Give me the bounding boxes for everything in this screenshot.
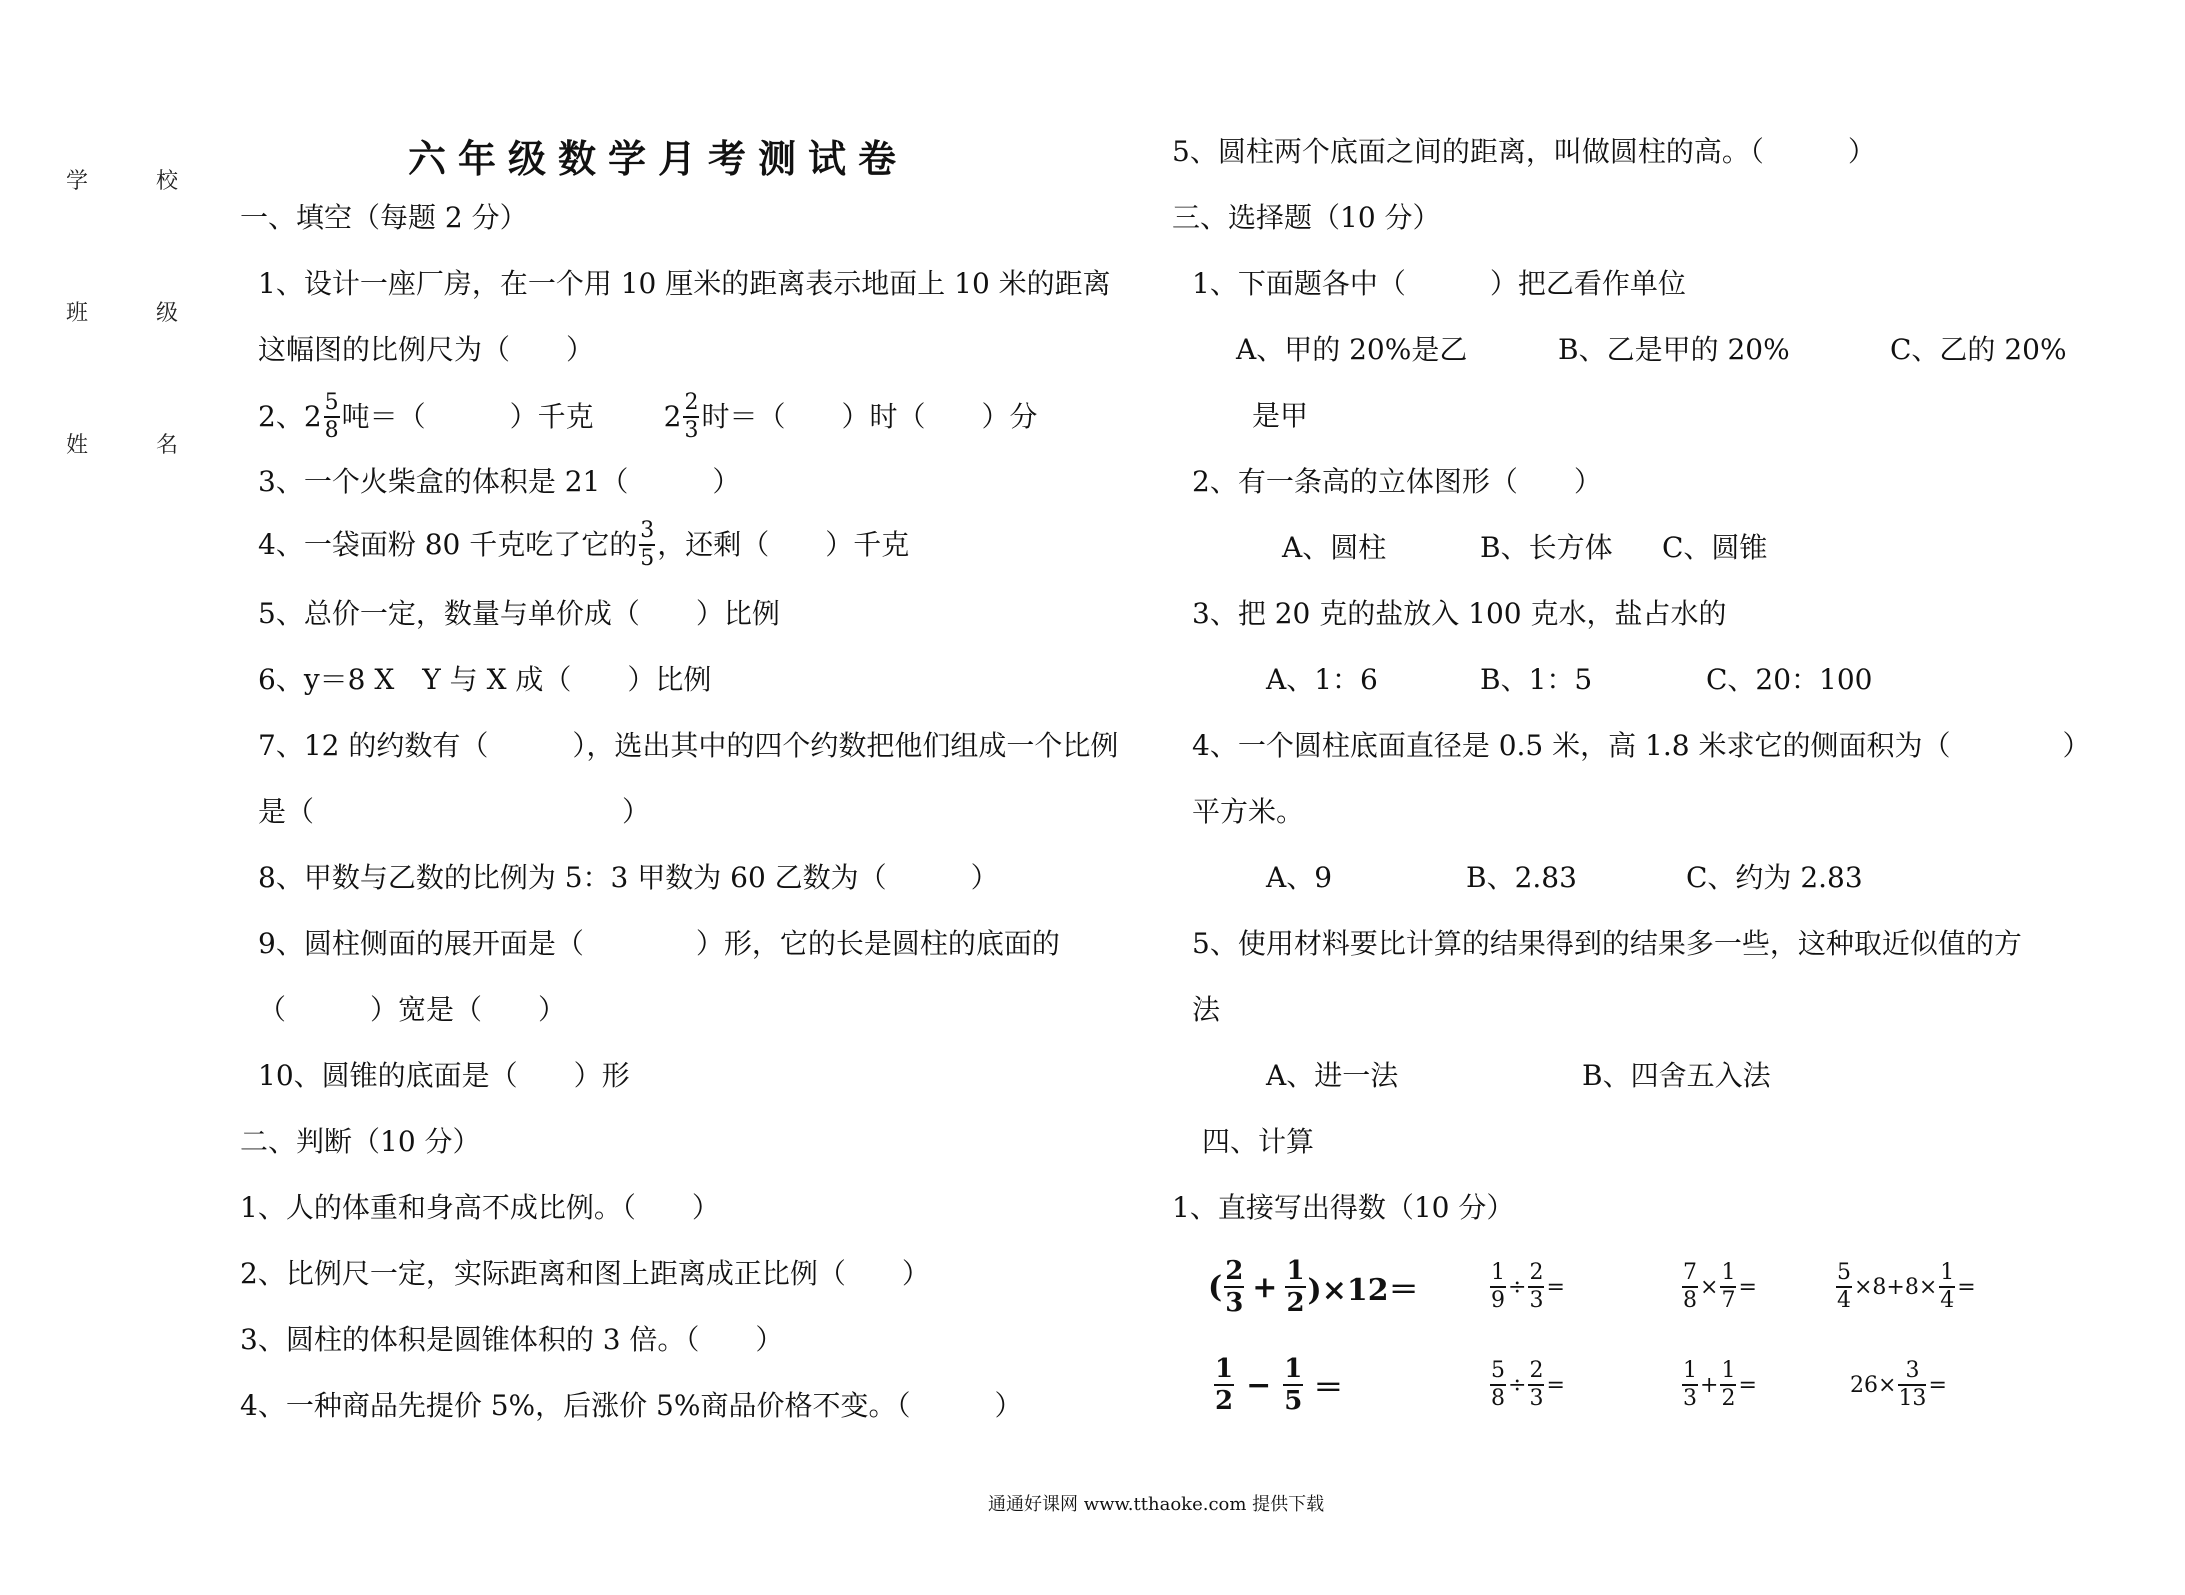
expr4-middle: ×8+8× bbox=[1854, 1274, 1938, 1300]
expr1-plus: + bbox=[1252, 1269, 1278, 1305]
expr2-a-numerator: 1 bbox=[1490, 1262, 1506, 1288]
expr2-b-denominator: 3 bbox=[1529, 1288, 1544, 1313]
expr7-a-denominator: 3 bbox=[1683, 1386, 1697, 1411]
expression-7 bbox=[1680, 1360, 1757, 1410]
expr6-b-denominator: 3 bbox=[1529, 1386, 1544, 1411]
q2-fraction-1 bbox=[324, 392, 340, 442]
question-4 bbox=[258, 520, 909, 570]
section-calculation: 四、计算 bbox=[1202, 1125, 1315, 1158]
q4-part-1: 4、一袋面粉 80 千克吃了它的 bbox=[258, 528, 638, 561]
expr8-prefix: 26× bbox=[1850, 1372, 1897, 1398]
q2-fraction-2-denominator: 3 bbox=[684, 418, 699, 443]
expr5-a-numerator: 1 bbox=[1215, 1354, 1234, 1384]
choice-3-option-c: C、20：100 bbox=[1706, 663, 1873, 696]
expression-3 bbox=[1680, 1262, 1757, 1312]
choice-4-line-2: 平方米。 bbox=[1192, 795, 1305, 828]
expr3-fraction-a bbox=[1682, 1262, 1698, 1312]
expr2-fraction-b bbox=[1528, 1262, 1544, 1312]
expression-4 bbox=[1834, 1262, 1976, 1312]
expr3-a-numerator: 7 bbox=[1682, 1262, 1698, 1288]
expr3-equals: = bbox=[1738, 1274, 1757, 1300]
sidebar-school-b: 校 bbox=[156, 169, 179, 194]
question-6: 6、y＝8 X Y 与 X 成（ ）比例 bbox=[258, 663, 712, 696]
choice-1-option-c-cont: 是甲 bbox=[1252, 399, 1309, 432]
expr5-fraction-b bbox=[1283, 1356, 1303, 1414]
expr2-equals: = bbox=[1546, 1274, 1565, 1300]
expr4-fraction-b bbox=[1939, 1262, 1955, 1312]
judgement-5: 5、圆柱两个底面之间的距离，叫做圆柱的高。（ ） bbox=[1172, 135, 1876, 168]
expr7-b-denominator: 2 bbox=[1721, 1386, 1736, 1411]
question-7-line-1: 7、12 的约数有（ ），选出其中的四个约数把他们组成一个比例 bbox=[258, 729, 1119, 762]
calculation-title: 1、直接写出得数（10 分） bbox=[1172, 1191, 1515, 1224]
expr2-fraction-a bbox=[1490, 1262, 1506, 1312]
q2-fraction-1-numerator: 5 bbox=[324, 392, 340, 418]
expr3-operator: × bbox=[1700, 1274, 1719, 1300]
choice-1: 1、下面题各中（ ）把乙看作单位 bbox=[1192, 267, 1686, 300]
expr6-fraction-a bbox=[1490, 1360, 1506, 1410]
judgement-2: 2、比例尺一定，实际距离和图上距离成正比例（ ） bbox=[240, 1257, 930, 1290]
expr6-equals: = bbox=[1546, 1372, 1565, 1398]
choice-3: 3、把 20 克的盐放入 100 克水，盐占水的 bbox=[1192, 597, 1727, 630]
choice-1-option-a: A、甲的 20%是乙 bbox=[1236, 333, 1468, 366]
question-9-line-2: （ ）宽是（ ） bbox=[258, 993, 567, 1026]
choice-2-option-c: C、圆锥 bbox=[1662, 531, 1768, 564]
choice-2-option-b: B、长方体 bbox=[1480, 531, 1613, 564]
expr1-b-denominator: 2 bbox=[1286, 1288, 1305, 1318]
question-10: 10、圆锥的底面是（ ）形 bbox=[258, 1059, 630, 1092]
sidebar-name-a: 姓 bbox=[66, 433, 89, 458]
expr8-numerator: 3 bbox=[1898, 1360, 1926, 1386]
question-9-line-1: 9、圆柱侧面的展开面是（ ）形，它的长是圆柱的底面的 bbox=[258, 927, 1060, 960]
expr3-b-numerator: 1 bbox=[1720, 1262, 1736, 1288]
expr3-b-denominator: 7 bbox=[1721, 1288, 1736, 1313]
sidebar-name-b: 名 bbox=[156, 433, 179, 458]
page-title: 六年级数学月考测试卷 bbox=[408, 136, 909, 181]
expr6-fraction-b bbox=[1528, 1360, 1544, 1410]
q4-part-2: ，还剩（ ）千克 bbox=[657, 528, 910, 561]
sidebar-class-b: 级 bbox=[156, 301, 179, 326]
expression-5 bbox=[1212, 1356, 1343, 1414]
expr8-denominator: 13 bbox=[1898, 1386, 1927, 1411]
sidebar-class-a: 班 bbox=[66, 301, 89, 326]
choice-5-option-a: A、进一法 bbox=[1266, 1059, 1399, 1092]
judgement-4: 4、一种商品先提价 5%，后涨价 5%商品价格不变。（ ） bbox=[240, 1389, 1023, 1422]
question-5: 5、总价一定，数量与单价成（ ）比例 bbox=[258, 597, 780, 630]
expr7-b-numerator: 1 bbox=[1720, 1360, 1736, 1386]
expr2-b-numerator: 2 bbox=[1528, 1262, 1544, 1288]
choice-5-line-2: 法 bbox=[1192, 993, 1221, 1026]
choice-4-option-c: C、约为 2.83 bbox=[1686, 861, 1863, 894]
expr1-fraction-a bbox=[1224, 1258, 1244, 1316]
expr4-a-numerator: 5 bbox=[1836, 1262, 1852, 1288]
choice-3-option-b: B、1：5 bbox=[1480, 663, 1593, 696]
expr6-a-numerator: 5 bbox=[1490, 1360, 1506, 1386]
question-3: 3、一个火柴盒的体积是 21（ ） bbox=[258, 465, 741, 498]
page-footer: 通通好课网 www.tthaoke.com 提供下载 bbox=[988, 1494, 1325, 1515]
choice-3-option-a: A、1：6 bbox=[1266, 663, 1378, 696]
q4-fraction-numerator: 3 bbox=[639, 520, 655, 546]
expr2-a-denominator: 9 bbox=[1491, 1288, 1505, 1313]
choice-4-option-b: B、2.83 bbox=[1466, 861, 1577, 894]
q2-part-3: 2 bbox=[663, 400, 682, 433]
expr6-operator: ÷ bbox=[1508, 1372, 1527, 1398]
judgement-1: 1、人的体重和身高不成比例。（ ） bbox=[240, 1191, 720, 1224]
expr4-a-denominator: 4 bbox=[1837, 1288, 1851, 1313]
q2-fraction-2 bbox=[683, 392, 699, 442]
question-2 bbox=[258, 392, 1038, 442]
q4-fraction bbox=[639, 520, 655, 570]
expression-1 bbox=[1208, 1258, 1419, 1316]
expr3-a-denominator: 8 bbox=[1683, 1288, 1697, 1313]
section-choice: 三、选择题（10 分） bbox=[1172, 201, 1441, 234]
section-judgement: 二、判断（10 分） bbox=[240, 1125, 481, 1158]
expr3-fraction-b bbox=[1720, 1262, 1736, 1312]
q2-fraction-1-denominator: 8 bbox=[324, 418, 339, 443]
question-7-line-2: 是（ ） bbox=[258, 795, 651, 828]
judgement-3: 3、圆柱的体积是圆锥体积的 3 倍。（ ） bbox=[240, 1323, 784, 1356]
expr1-fraction-b bbox=[1285, 1258, 1305, 1316]
q2-part-1: 2、2 bbox=[258, 400, 322, 433]
choice-2-option-a: A、圆柱 bbox=[1282, 531, 1387, 564]
expression-2 bbox=[1488, 1262, 1565, 1312]
expr8-equals: = bbox=[1928, 1372, 1947, 1398]
expression-8 bbox=[1850, 1360, 1947, 1410]
expr5-a-denominator: 2 bbox=[1215, 1386, 1234, 1416]
q2-fraction-2-numerator: 2 bbox=[683, 392, 699, 418]
expr1-a-numerator: 2 bbox=[1225, 1256, 1244, 1286]
expr4-equals: = bbox=[1957, 1274, 1976, 1300]
choice-4-option-a: A、9 bbox=[1266, 861, 1333, 894]
expr7-a-numerator: 1 bbox=[1682, 1360, 1698, 1386]
choice-1-option-b: B、乙是甲的 20% bbox=[1558, 333, 1790, 366]
expr1-tail: )×12＝ bbox=[1307, 1273, 1419, 1308]
expr6-a-denominator: 8 bbox=[1491, 1386, 1505, 1411]
q4-fraction-denominator: 5 bbox=[640, 546, 655, 571]
choice-1-option-c: C、乙的 20% bbox=[1890, 333, 2067, 366]
expression-6 bbox=[1488, 1360, 1565, 1410]
expr2-operator: ÷ bbox=[1508, 1274, 1527, 1300]
section-fill-blank: 一、填空（每题 2 分） bbox=[240, 201, 528, 234]
sidebar-school-a: 学 bbox=[66, 169, 89, 194]
choice-5-line-1: 5、使用材料要比计算的结果得到的结果多一些，这种取近似值的方 bbox=[1192, 927, 2022, 960]
expr8-fraction bbox=[1898, 1360, 1926, 1410]
expr1-a-denominator: 3 bbox=[1225, 1288, 1244, 1318]
expr4-fraction-a bbox=[1836, 1262, 1852, 1312]
expr5-operator: − bbox=[1246, 1367, 1272, 1403]
expr6-b-numerator: 2 bbox=[1528, 1360, 1544, 1386]
choice-4-line-1: 4、一个圆柱底面直径是 0.5 米，高 1.8 米求它的侧面积为（ ） bbox=[1192, 729, 2091, 762]
expr4-b-denominator: 4 bbox=[1940, 1288, 1955, 1313]
question-1-line-1: 1、设计一座厂房，在一个用 10 厘米的距离表示地面上 10 米的距离 bbox=[258, 267, 1111, 300]
expr7-operator: + bbox=[1700, 1372, 1719, 1398]
expr5-equals: ＝ bbox=[1313, 1371, 1344, 1406]
q2-part-2: 吨＝（ ）千克 bbox=[341, 400, 594, 433]
expr5-b-denominator: 5 bbox=[1284, 1386, 1303, 1416]
expr7-equals: = bbox=[1738, 1372, 1757, 1398]
expr4-b-numerator: 1 bbox=[1939, 1262, 1955, 1288]
expr1-b-numerator: 1 bbox=[1286, 1256, 1305, 1286]
expr5-fraction-a bbox=[1214, 1356, 1234, 1414]
expr5-b-numerator: 1 bbox=[1284, 1354, 1303, 1384]
expr7-fraction-a bbox=[1682, 1360, 1698, 1410]
choice-5-option-b: B、四舍五入法 bbox=[1582, 1059, 1771, 1092]
expr1-left-paren: ( bbox=[1208, 1269, 1223, 1305]
question-1-line-2: 这幅图的比例尺为（ ） bbox=[258, 333, 595, 366]
question-8: 8、甲数与乙数的比例为 5：3 甲数为 60 乙数为（ ） bbox=[258, 861, 999, 894]
choice-2: 2、有一条高的立体图形（ ） bbox=[1192, 465, 1602, 498]
q2-part-4: 时＝（ ）时（ ）分 bbox=[701, 400, 1038, 433]
expr7-fraction-b bbox=[1720, 1360, 1736, 1410]
